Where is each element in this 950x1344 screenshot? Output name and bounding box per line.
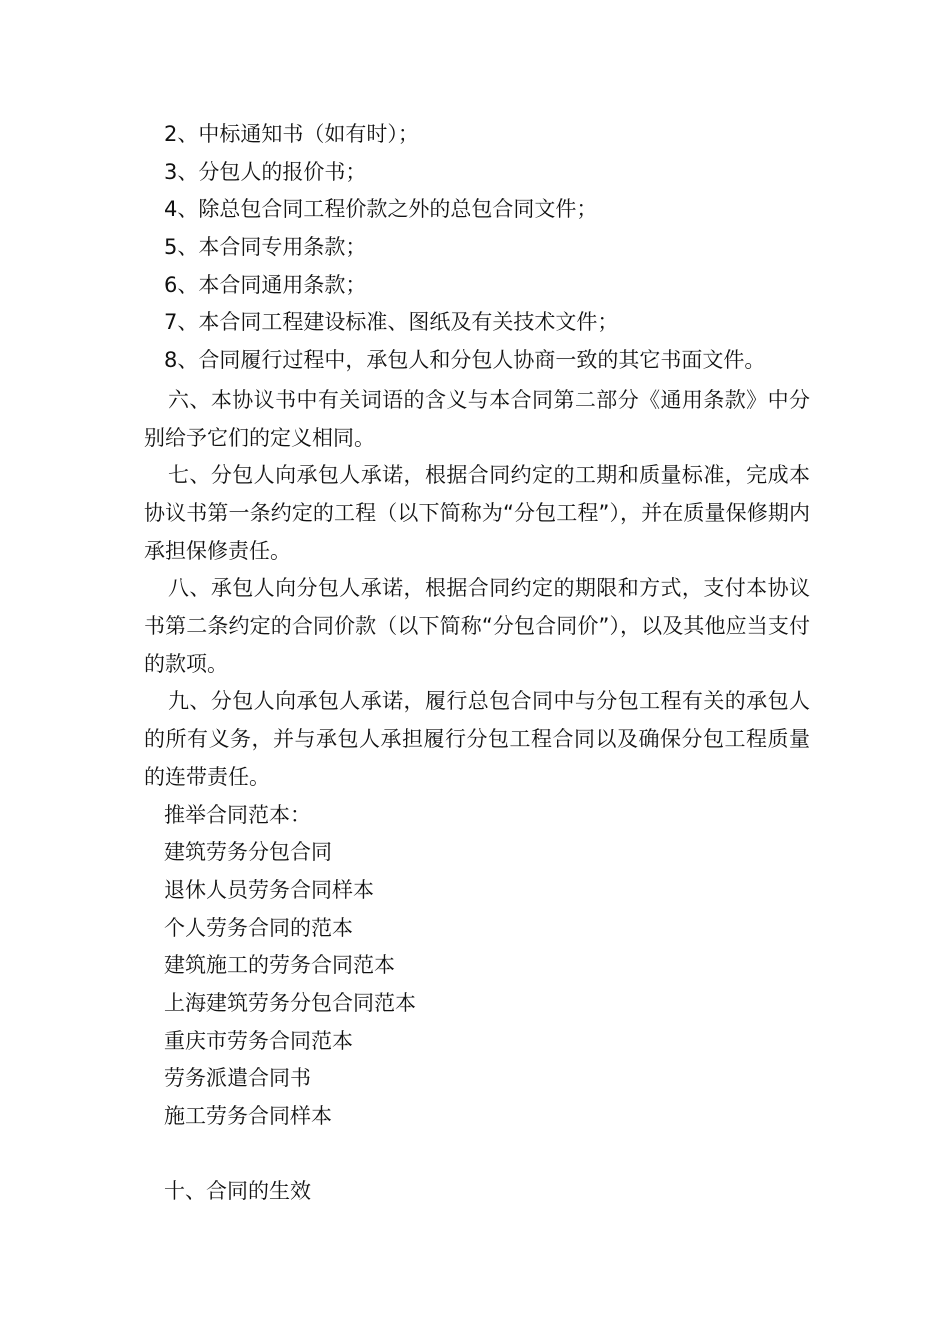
template-link[interactable]: 建筑劳务分包合同 (164, 840, 332, 865)
clause-six-paragraph: 六、本协议书中有关词语的含义与本合同第二部分《通用条款》中分别给予它们的定义相同。 (144, 387, 810, 450)
clause-nine-paragraph: 九、分包人向承包人承诺，履行总包合同中与分包工程有关的承包人的所有义务，并与承包人承担履行分包工程合同以及确保分包工程质量的连带责任。 (144, 689, 810, 789)
template-link[interactable]: 个人劳务合同的范本 (164, 915, 353, 940)
template-link[interactable]: 重庆市劳务合同范本 (164, 1028, 353, 1053)
recommended-templates-list (144, 834, 810, 1136)
list-item: 7、本合同工程建设标准、图纸及有关技术文件； (164, 310, 619, 335)
recommended-templates-heading: 推举合同范本： (164, 802, 311, 827)
section-ten-heading: 十、合同的生效 (164, 1178, 311, 1203)
template-link[interactable]: 上海建筑劳务分包合同范本 (164, 990, 416, 1015)
clause-eight-paragraph: 八、承包人向分包人承诺，根据合同约定的期限和方式，支付本协议书第二条约定的合同价款（以下简称“分包合同价”），以及其他应当支付的款项。 (144, 576, 810, 676)
contract-documents-list (144, 116, 810, 380)
template-link[interactable]: 建筑施工的劳务合同范本 (164, 953, 395, 978)
list-item: 2、中标通知书（如有时）； (164, 122, 419, 146)
document-body (144, 116, 810, 1210)
list-item: 5、本合同专用条款； (164, 235, 367, 260)
blank-line (144, 1136, 810, 1173)
template-link[interactable]: 劳务派遣合同书 (164, 1066, 311, 1091)
list-item: 3、分包人的报价书； (164, 159, 367, 184)
list-item: 8、合同履行过程中，承包人和分包人协商一致的其它书面文件。 (164, 348, 766, 373)
clause-seven-paragraph: 七、分包人向承包人承诺，根据合同约定的工期和质量标准，完成本协议书第一条约定的工程（以下简称为“分包工程”），并在质量保修期内承担保修责任。 (144, 463, 810, 563)
template-link[interactable]: 退休人员劳务合同样本 (164, 877, 374, 902)
template-link[interactable]: 施工劳务合同样本 (164, 1104, 332, 1129)
list-item: 6、本合同通用条款； (164, 272, 367, 297)
list-item: 4、除总包合同工程价款之外的总包合同文件； (164, 197, 598, 222)
